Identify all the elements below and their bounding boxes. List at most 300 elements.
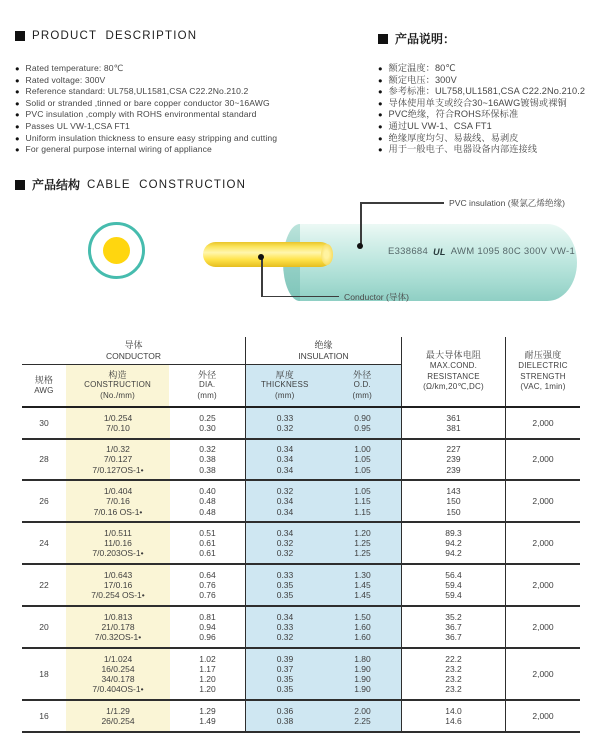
cell-value: 2,000: [532, 621, 554, 632]
bullet-icon: ●: [15, 64, 20, 73]
cell-dia: [170, 649, 246, 699]
cell-value: 1.60: [354, 621, 371, 632]
cell-value: 59.4: [445, 580, 462, 591]
cell-od: [324, 649, 402, 699]
cell-value: 35.2: [445, 611, 462, 622]
cell-dia: [170, 607, 246, 647]
construction-column-header: [66, 365, 170, 406]
cell-value: 28: [39, 454, 49, 465]
cell-value: 1.60: [354, 632, 371, 643]
cell-value: 0.35: [276, 590, 294, 601]
cell-value: 1/0.404: [103, 485, 133, 496]
cell-value: 0.51: [199, 527, 216, 538]
cell-dielectric: [506, 607, 580, 647]
cell-value: 239: [446, 454, 461, 465]
header-line: CONSTRUCTION: [84, 380, 151, 390]
product-description-heading: [15, 30, 197, 42]
cell-value: 0.33: [276, 569, 294, 580]
cell-construction: [66, 408, 170, 438]
cell-value: 1/0.643: [103, 569, 133, 580]
cell-value: 59.4: [445, 590, 462, 601]
cell-value: 1/0.511: [104, 527, 132, 538]
cell-value: 18: [39, 668, 49, 679]
bullet-icon: ●: [378, 110, 383, 120]
cell-value: 1/1.29: [106, 705, 130, 716]
cell-construction: [66, 649, 170, 699]
bullet-icon: ●: [378, 145, 383, 155]
bullet-text: PVC insulation ,comply with ROHS environmental standard: [25, 109, 257, 120]
cell-value: 20: [39, 621, 49, 632]
cell-value: 2,000: [532, 417, 554, 428]
cell-value: 0.34: [276, 454, 294, 465]
cell-value: 1.15: [354, 506, 371, 517]
cell-value: 56.4: [445, 569, 462, 580]
cell-value: 381: [446, 422, 461, 433]
cell-value: 0.35: [276, 580, 294, 591]
cell-value: 0.32: [276, 422, 294, 433]
cell-resistance: [402, 408, 506, 438]
conductor-label: Conductor (导体): [344, 292, 409, 302]
cell-awg: [22, 440, 66, 480]
resistance-column-header: [402, 337, 506, 406]
cell-awg: [22, 649, 66, 699]
bullet-icon: ●: [378, 133, 383, 143]
cell-thickness: [246, 565, 324, 605]
bullet-text: 用于一般电子、电器设备内部连接线: [388, 144, 538, 155]
cell-dia: [170, 481, 246, 521]
cell-value: 0.38: [199, 454, 216, 465]
header-line: AWG: [34, 385, 54, 395]
cell-value: 0.38: [276, 716, 294, 727]
cell-awg: [22, 565, 66, 605]
cell-value: 24: [39, 538, 49, 549]
cell-value: 22: [39, 580, 49, 591]
specification-table: [22, 337, 580, 733]
cell-value: 0.32: [276, 538, 294, 549]
conductor-rod-end-face: [321, 244, 333, 265]
bullet-text: For general purpose internal wiring of appliance: [25, 144, 212, 155]
cell-value: 21/0.178: [101, 621, 135, 632]
bullet-item: [378, 133, 585, 145]
bullet-icon: ●: [15, 145, 20, 155]
cell-value: 1.90: [354, 663, 371, 674]
product-description-cn-heading: [378, 30, 455, 47]
cell-value: 0.32: [276, 548, 294, 559]
header-line: (No./mm): [100, 390, 136, 400]
bullet-icon: ●: [378, 64, 383, 73]
cable-construction-heading: [15, 176, 246, 193]
cell-value: 0.48: [199, 506, 216, 517]
bullet-text: Rated temperature: 80℃: [25, 63, 124, 73]
cell-value: 0.32: [276, 632, 294, 643]
header-line: 构造: [108, 369, 127, 380]
cell-thickness: [246, 481, 324, 521]
cell-resistance: [402, 565, 506, 605]
cell-resistance: [402, 701, 506, 731]
bullet-icon: ●: [15, 121, 20, 131]
cell-value: 1.05: [354, 454, 371, 465]
cell-value: 14.6: [445, 716, 462, 727]
cell-value: 0.33: [276, 621, 294, 632]
cell-value: 23.2: [445, 663, 462, 674]
dielectric-column-header: [506, 337, 580, 406]
table-row: [22, 701, 580, 733]
cell-value: 1.29: [199, 705, 216, 716]
cell-value: 94.2: [445, 538, 462, 549]
cell-value: 0.36: [276, 705, 294, 716]
cell-od: [324, 408, 402, 438]
leader-line: [360, 202, 362, 248]
bullet-item: [378, 98, 585, 110]
awg-column-header: [22, 365, 66, 406]
cell-resistance: [402, 523, 506, 563]
cell-value: 0.81: [199, 611, 216, 622]
cell-value: 1.17: [199, 663, 216, 674]
group-label-en: INSULATION: [298, 350, 349, 361]
bullet-item: [15, 133, 277, 145]
cell-value: 1/0.32: [106, 444, 130, 455]
cell-thickness: [246, 408, 324, 438]
heading-text: PRODUCT DESCRIPTION: [32, 30, 198, 42]
header-line: (VAC, 1min): [520, 382, 566, 392]
cell-value: 1.80: [354, 653, 371, 664]
cell-value: 0.32: [199, 444, 216, 455]
cell-value: 1.20: [354, 527, 371, 538]
header-line: (mm): [197, 390, 217, 400]
bullet-text: Passes UL VW-1,CSA FT1: [25, 120, 130, 131]
cell-awg: [22, 481, 66, 521]
cell-value: 34/0.178: [101, 674, 135, 685]
cell-value: 0.40: [199, 485, 216, 496]
bullet-icon: ●: [15, 98, 20, 108]
bullet-item: [378, 109, 585, 121]
cell-value: 0.76: [199, 580, 216, 591]
leader-dot: [258, 254, 264, 260]
product-description-cn-list: [378, 63, 585, 156]
cell-value: 0.76: [199, 590, 216, 601]
cell-value: 1.02: [199, 653, 216, 664]
cable-print-text: [383, 246, 580, 257]
bullet-text: 参考标准：UL758,UL1581,CSA C22.2No.210.2: [388, 86, 586, 97]
cell-value: 1/0.813: [103, 611, 133, 622]
section-marker-icon: [378, 34, 388, 44]
cell-value: 14.0: [445, 705, 462, 716]
bullet-text: Rated voltage: 300V: [25, 74, 106, 85]
cell-value: 0.37: [276, 663, 294, 674]
cell-value: 7/0.16: [106, 496, 130, 507]
header-line: (mm): [352, 390, 372, 400]
header-line: 规格: [34, 374, 54, 385]
bullet-item: [378, 63, 585, 75]
cell-value: 0.33: [276, 412, 294, 423]
cert-number: E338684: [387, 246, 429, 257]
bullet-icon: ●: [15, 133, 20, 143]
cell-dielectric: [506, 649, 580, 699]
cell-value: 0.61: [199, 538, 216, 549]
cell-value: 0.95: [354, 422, 371, 433]
cell-value: 1/0.254: [103, 412, 133, 423]
table-row: [22, 607, 580, 649]
cell-value: 2,000: [532, 496, 554, 507]
cell-value: 0.32: [276, 485, 294, 496]
cell-value: 227: [446, 444, 461, 455]
cell-value: 1.50: [354, 611, 371, 622]
cell-dielectric: [506, 523, 580, 563]
cell-value: 0.34: [276, 506, 294, 517]
conductor-group-label: [22, 337, 245, 365]
cell-value: 23.2: [445, 674, 462, 685]
cell-awg: [22, 701, 66, 731]
header-line: MAX.COND.: [429, 360, 478, 370]
bullet-icon: ●: [378, 98, 383, 108]
bullet-item: [15, 98, 277, 110]
bullet-text: 额定温度：80℃: [388, 63, 456, 73]
cell-value: 2,000: [532, 454, 554, 465]
cell-dia: [170, 523, 246, 563]
conductor-rod: [203, 242, 333, 267]
cell-dielectric: [506, 701, 580, 731]
cell-value: 0.34: [276, 611, 294, 622]
table-row: [22, 481, 580, 523]
bullet-icon: ●: [15, 110, 20, 120]
table-row: [22, 565, 580, 607]
table-row: [22, 523, 580, 565]
cell-construction: [66, 523, 170, 563]
cell-od: [324, 607, 402, 647]
header-line: STRENGTH: [520, 371, 566, 381]
cell-value: 0.64: [199, 569, 216, 580]
cell-value: 1.30: [354, 569, 371, 580]
cell-value: 2,000: [532, 710, 554, 721]
bullet-text: 通过UL VW-1、CSA FT1: [388, 120, 492, 131]
cell-value: 0.30: [199, 422, 216, 433]
cell-dielectric: [506, 408, 580, 438]
cell-dia: [170, 565, 246, 605]
bullet-item: [378, 75, 585, 87]
cell-value: 16: [39, 710, 49, 721]
cell-dia: [170, 440, 246, 480]
cell-thickness: [246, 701, 324, 731]
cross-section-conductor-core: [103, 237, 130, 264]
cell-value: 17/0.16: [103, 580, 133, 591]
leader-line: [360, 202, 444, 204]
cell-value: 0.34: [276, 444, 294, 455]
bullet-text: Reference standard: UL758,UL1581,CSA C22.2No.210.2: [25, 86, 249, 97]
product-description-list: [15, 63, 277, 156]
cell-value: 0.48: [199, 496, 216, 507]
conductor-group: [22, 337, 246, 406]
cell-value: 1.20: [199, 684, 216, 695]
leader-line: [261, 296, 339, 298]
header-line: DIELECTRIC: [518, 360, 568, 370]
bullet-text: PVC绝缘，符合ROHS环保标准: [388, 109, 519, 120]
bullet-text: Uniform insulation thickness to ensure easy stripping and cutting: [25, 132, 278, 143]
cell-value: 0.25: [199, 412, 216, 423]
cell-value: 1.90: [354, 684, 371, 695]
cell-value: 0.34: [276, 496, 294, 507]
cell-value: 361: [446, 412, 461, 423]
cell-value: 0.35: [276, 674, 294, 685]
table-row: [22, 440, 580, 482]
bullet-item: [15, 144, 277, 156]
cell-value: 0.61: [199, 548, 216, 559]
bullet-item: [15, 86, 277, 98]
bullet-item: [378, 86, 585, 98]
table-row: [22, 408, 580, 440]
diameter-column-header: [169, 365, 245, 406]
cell-value: 0.94: [199, 621, 216, 632]
cell-value: 16/0.254: [101, 663, 135, 674]
insulation-group-label: [246, 337, 401, 365]
header-line: O.D.: [353, 380, 371, 390]
cell-value: 150: [446, 506, 461, 517]
heading-text-en: CABLE CONSTRUCTION: [87, 178, 247, 191]
group-label-cn: 绝缘: [314, 339, 333, 350]
bullet-item: [378, 121, 585, 133]
cell-value: 7/0.254 OS-1•: [91, 590, 145, 601]
cell-construction: [66, 481, 170, 521]
cell-awg: [22, 607, 66, 647]
bullet-text: 导体使用单支或绞合30~16AWG镀锡或裸铜: [388, 97, 567, 108]
cell-resistance: [402, 607, 506, 647]
cell-value: 0.35: [276, 684, 294, 695]
bullet-item: [15, 63, 277, 75]
cell-value: 7/0.404OS-1•: [92, 684, 144, 695]
cell-dia: [170, 408, 246, 438]
cell-value: 1.25: [354, 548, 371, 559]
cell-value: 0.39: [276, 653, 294, 664]
bullet-item: [15, 121, 277, 133]
cell-value: 2,000: [532, 668, 554, 679]
bullet-text: 额定电压：300V: [388, 74, 457, 85]
insulation-group: [246, 337, 402, 406]
cell-construction: [66, 440, 170, 480]
table-header: [22, 337, 580, 408]
group-label-cn: 导体: [124, 339, 143, 350]
cell-value: 1.45: [354, 590, 371, 601]
cell-value: 2.25: [354, 716, 371, 727]
cell-thickness: [246, 607, 324, 647]
header-line: RESISTANCE: [427, 371, 480, 381]
cell-value: 94.2: [445, 548, 462, 559]
bullet-text: Solid or stranded ,tinned or bare copper conductor 30~16AWG: [25, 97, 270, 108]
cell-thickness: [246, 649, 324, 699]
header-line: 外径: [353, 369, 372, 380]
bullet-icon: ●: [378, 75, 383, 85]
header-line: DIA.: [198, 380, 216, 390]
cell-thickness: [246, 523, 324, 563]
cell-resistance: [402, 481, 506, 521]
cell-value: 26: [39, 496, 49, 507]
cell-dielectric: [506, 565, 580, 605]
cell-value: 1.49: [199, 716, 216, 727]
cell-awg: [22, 408, 66, 438]
cell-value: 239: [446, 464, 461, 475]
cell-value: 89.3: [445, 527, 462, 538]
cell-value: 1.00: [354, 444, 371, 455]
cell-value: 26/0.254: [101, 716, 135, 727]
cell-od: [324, 565, 402, 605]
table-row: [22, 649, 580, 701]
cell-construction: [66, 565, 170, 605]
header-line: 耐压强度: [524, 350, 562, 361]
header-line: THICKNESS: [260, 380, 309, 390]
cell-value: 7/0.32OS-1•: [94, 632, 142, 643]
cell-value: 36.7: [445, 621, 462, 632]
header-line: 厚度: [275, 369, 294, 380]
cell-od: [324, 481, 402, 521]
cell-value: 1.20: [199, 674, 216, 685]
section-marker-icon: [15, 180, 25, 190]
conductor-subheaders: [22, 365, 245, 406]
cell-value: 0.90: [354, 412, 371, 423]
cell-value: 30: [39, 417, 49, 428]
cell-value: 0.34: [276, 527, 294, 538]
cell-value: 23.2: [445, 684, 462, 695]
header-line: 外径: [197, 369, 217, 380]
cell-dielectric: [506, 481, 580, 521]
bullet-icon: ●: [15, 75, 20, 85]
cell-value: 7/0.127OS-1•: [92, 464, 144, 475]
cell-value: 1/1.024: [103, 653, 133, 664]
cell-value: 1.05: [354, 485, 371, 496]
pvc-insulation-label: PVC insulation (聚氯乙烯绝缘): [449, 198, 566, 208]
cell-value: 36.7: [445, 632, 462, 643]
cell-value: 2,000: [532, 538, 554, 549]
cable-insulation-body: [300, 224, 577, 301]
cell-value: 22.2: [445, 653, 462, 664]
cell-dielectric: [506, 440, 580, 480]
cell-value: 1.25: [354, 538, 371, 549]
cell-thickness: [246, 440, 324, 480]
cell-od: [324, 523, 402, 563]
cell-value: 0.96: [199, 632, 216, 643]
cell-value: 2,000: [532, 580, 554, 591]
header-line: (Ω/km,20℃,DC): [423, 382, 484, 392]
cell-value: 143: [446, 485, 461, 496]
bullet-item: [15, 109, 277, 121]
cell-value: 11/0.16: [104, 538, 132, 549]
cell-resistance: [402, 649, 506, 699]
group-label-en: CONDUCTOR: [105, 350, 162, 361]
leader-line: [261, 257, 263, 297]
od-column-header: [324, 365, 402, 406]
cell-value: 7/0.10: [106, 422, 130, 433]
bullet-item: [15, 75, 277, 87]
cell-value: 7/0.203OS-1•: [92, 548, 144, 559]
cell-dia: [170, 701, 246, 731]
bullet-item: [378, 144, 585, 156]
cell-value: 0.38: [199, 464, 216, 475]
cell-resistance: [402, 440, 506, 480]
heading-text-cn: 产品结构: [32, 178, 81, 192]
table-body: [22, 408, 580, 733]
cell-od: [324, 440, 402, 480]
bullet-icon: ●: [378, 87, 383, 97]
cell-construction: [66, 607, 170, 647]
ul-mark-icon: UL: [433, 246, 446, 257]
cable-spec-text: AWM 1095 80C 300V VW-1: [450, 246, 576, 257]
cell-value: 2.00: [354, 705, 371, 716]
cell-value: 1.45: [354, 580, 371, 591]
section-marker-icon: [15, 31, 25, 41]
bullet-icon: ●: [378, 121, 383, 131]
heading-text: 产品说明：: [395, 32, 456, 46]
insulation-subheaders: [246, 365, 401, 406]
cell-awg: [22, 523, 66, 563]
header-line: (mm): [275, 390, 295, 400]
header-line: 最大导体电阻: [425, 350, 482, 361]
